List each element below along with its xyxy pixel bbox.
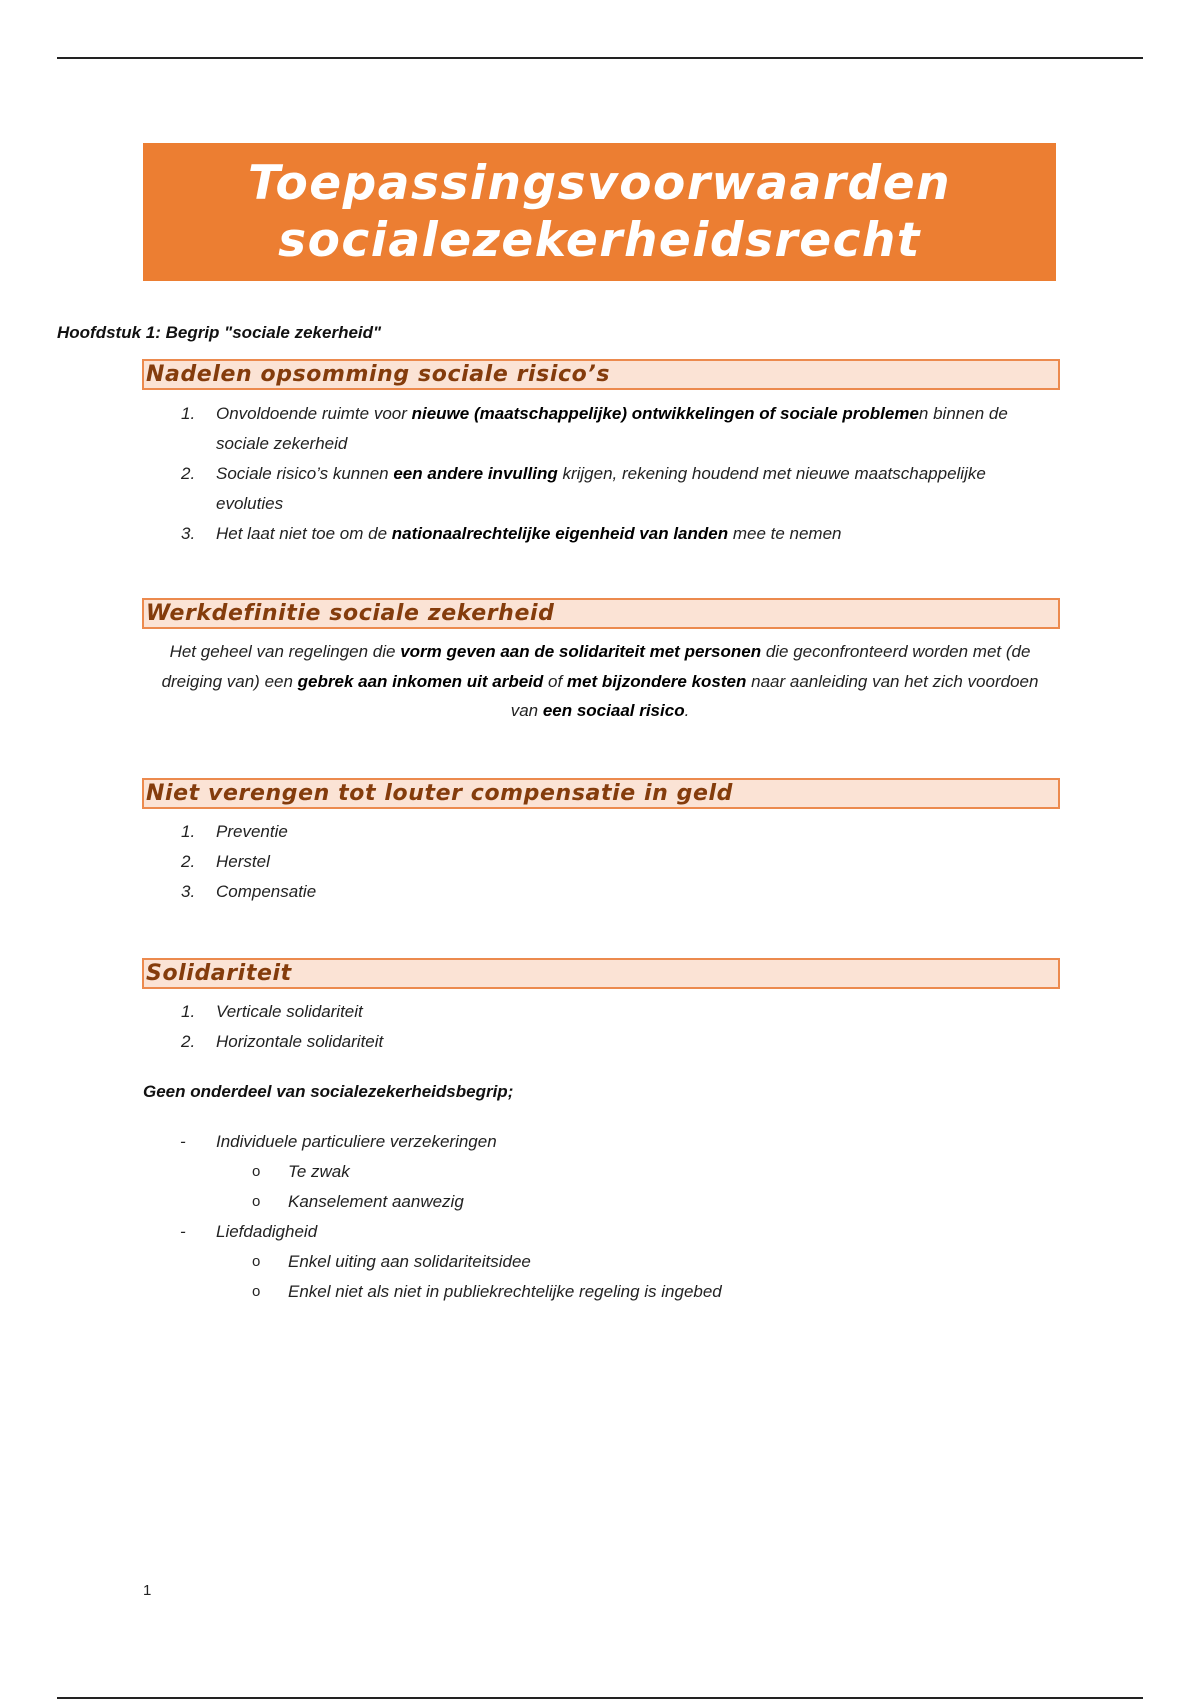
section-heading-solidariteit: Solidariteit bbox=[142, 958, 1060, 989]
bullet-item bbox=[0, 1217, 722, 1247]
def-text: die geconfronteerd worden met (de dreiging van) een bbox=[161, 642, 1031, 691]
def-emphasis: een sociaal risico bbox=[542, 701, 685, 720]
page-number: 1 bbox=[143, 1582, 152, 1599]
bullet-text: Liefdadigheid bbox=[216, 1222, 318, 1241]
item-text: Horizontale solidariteit bbox=[216, 1032, 384, 1051]
list-number: 3. bbox=[181, 524, 196, 543]
item-text: n binnen de sociale zekerheid bbox=[216, 404, 1008, 453]
circle-bullet-icon: o bbox=[252, 1193, 261, 1210]
item-emphasis: een andere invulling bbox=[393, 464, 558, 483]
document-title bbox=[143, 143, 1056, 281]
solidariteit-list bbox=[0, 997, 1056, 1057]
def-text: Het geheel van regelingen die bbox=[169, 642, 401, 661]
exclusions-list bbox=[0, 1127, 722, 1307]
sub-bullet-item bbox=[0, 1277, 722, 1307]
list-item bbox=[0, 459, 1056, 519]
item-text: krijgen, rekening houdend met nieuwe maatschappelijke evoluties bbox=[216, 464, 986, 513]
list-number: 2. bbox=[181, 1032, 196, 1051]
circle-bullet-icon: o bbox=[252, 1283, 261, 1300]
list-number: 3. bbox=[181, 882, 196, 901]
def-text: of bbox=[543, 671, 567, 691]
def-emphasis: gebrek aan inkomen uit arbeid bbox=[297, 671, 544, 691]
item-text: Onvoldoende ruimte voor bbox=[216, 404, 412, 423]
title-line-1: Toepassingsvoorwaarden bbox=[247, 156, 952, 211]
chapter-heading: Hoofdstuk 1: Begrip "sociale zekerheid" bbox=[57, 323, 382, 342]
list-item bbox=[0, 997, 1056, 1027]
title-line-2: socialezekerheidsrecht bbox=[278, 213, 921, 268]
footer-rule bbox=[57, 1697, 1143, 1699]
bullet-item bbox=[0, 1127, 722, 1157]
bullet-text: Kanselement aanwezig bbox=[288, 1192, 464, 1211]
item-emphasis: nationaalrechtelijke eigenheid van landen bbox=[391, 524, 729, 543]
definition-paragraph bbox=[150, 637, 1050, 726]
section-heading-nadelen: Nadelen opsomming sociale risico’s bbox=[142, 359, 1060, 390]
compensatie-list bbox=[0, 817, 1056, 907]
bullet-text: Te zwak bbox=[288, 1162, 350, 1181]
exclusions-heading: Geen onderdeel van socialezekerheidsbegrip; bbox=[143, 1082, 514, 1101]
item-text: Compensatie bbox=[216, 882, 317, 901]
circle-bullet-icon: o bbox=[252, 1253, 261, 1270]
list-item bbox=[0, 817, 1056, 847]
list-number: 2. bbox=[181, 852, 196, 871]
nadelen-list bbox=[0, 399, 1056, 549]
item-emphasis: nieuwe (maatschappelijke) ontwikkelingen of sociale probleme bbox=[411, 404, 919, 423]
dash-bullet-icon: - bbox=[180, 1222, 186, 1241]
item-text: Verticale solidariteit bbox=[216, 1002, 363, 1021]
list-item bbox=[0, 877, 1056, 907]
item-text: Het laat niet toe om de bbox=[216, 524, 392, 543]
def-text: . bbox=[684, 701, 690, 720]
circle-bullet-icon: o bbox=[252, 1163, 261, 1180]
list-number: 1. bbox=[181, 1002, 196, 1021]
def-text: naar aanleiding van het zich voordoen van bbox=[510, 671, 1039, 720]
sub-bullet-item bbox=[0, 1247, 722, 1277]
list-number: 2. bbox=[181, 464, 196, 483]
list-item bbox=[0, 399, 1056, 459]
section-heading-werkdefinitie: Werkdefinitie sociale zekerheid bbox=[142, 598, 1060, 629]
bullet-text: Individuele particuliere verzekeringen bbox=[216, 1132, 497, 1151]
item-text: Sociale risico’s kunnen bbox=[216, 464, 394, 483]
list-item bbox=[0, 519, 1056, 549]
bullet-text: Enkel niet als niet in publiekrechtelijke regeling is ingebed bbox=[288, 1282, 722, 1301]
list-item bbox=[0, 847, 1056, 877]
def-emphasis: vorm geven aan de solidariteit met personen bbox=[400, 642, 762, 661]
header-rule bbox=[57, 57, 1143, 59]
item-text: Herstel bbox=[216, 852, 270, 871]
item-text: mee te nemen bbox=[728, 524, 842, 543]
item-text: Preventie bbox=[216, 822, 288, 841]
bullet-text: Enkel uiting aan solidariteitsidee bbox=[288, 1252, 531, 1271]
list-item bbox=[0, 1027, 1056, 1057]
list-number: 1. bbox=[181, 404, 196, 423]
def-emphasis: met bijzondere kosten bbox=[566, 671, 747, 691]
list-number: 1. bbox=[181, 822, 196, 841]
sub-bullet-item bbox=[0, 1187, 722, 1217]
dash-bullet-icon: - bbox=[180, 1132, 186, 1151]
section-heading-compensatie: Niet verengen tot louter compensatie in geld bbox=[142, 778, 1060, 809]
sub-bullet-item bbox=[0, 1157, 722, 1187]
